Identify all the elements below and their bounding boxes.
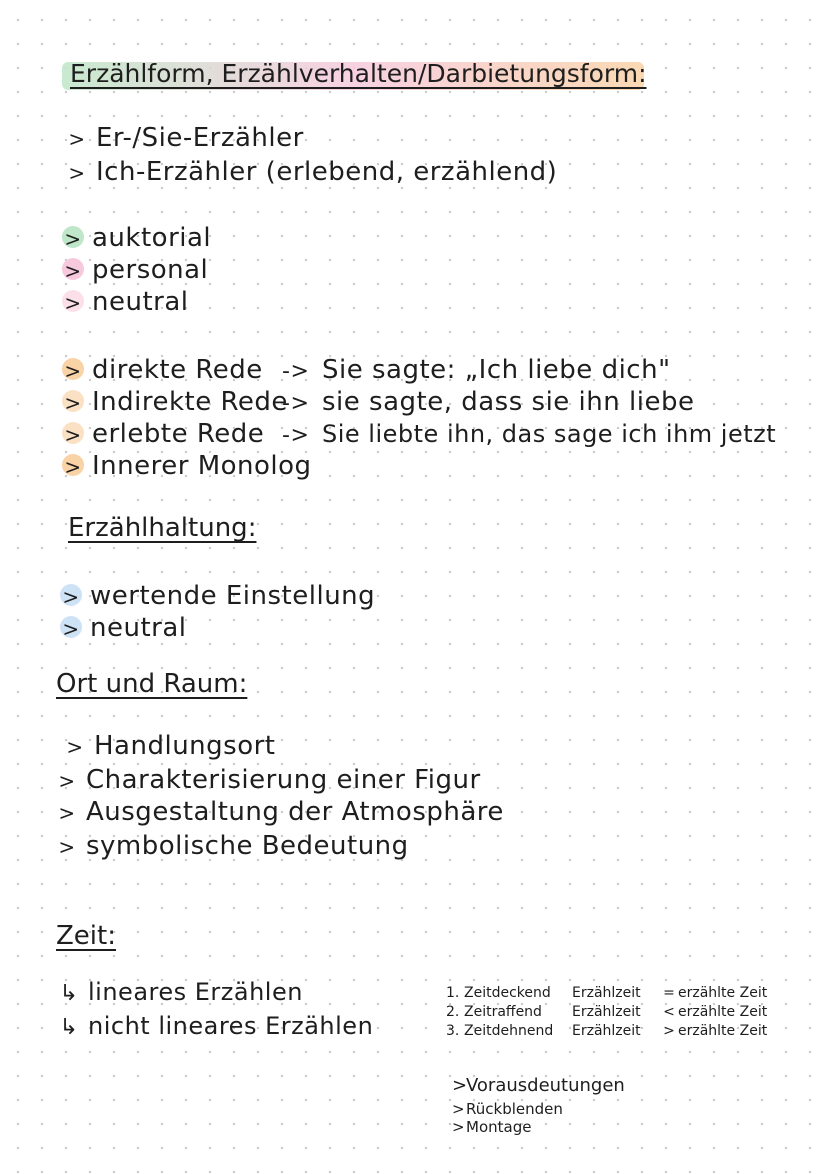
list-item-neutral: > neutral [62,286,189,319]
list-item-nicht-lineares-erzaehlen: ↳ nicht lineares Erzählen [58,1010,373,1044]
bullet-marker: > [64,455,82,479]
arrow-icon: -> [282,423,310,448]
list-item-charakterisierung: > Charakterisierung einer Figur [56,764,481,797]
section-title-zeit: Zeit: [56,921,116,951]
list-item-personal: > personal [62,254,208,287]
list-item-auktorial: > auktorial [62,222,211,255]
tempo-row-zeitdeckend: 1. Zeitdeckend Erzählzeit = erzählte Zeit [446,985,768,1001]
bullet-marker: > [58,769,76,793]
list-item-indirekte-rede: > Indirekte Rede-> sie sagte, dass sie ihn liebe [62,386,694,420]
list-item-innerer-monolog: > Innerer Monolog [62,450,312,483]
bullet-marker: > [64,359,82,383]
arrow-icon: -> [282,391,310,416]
technique-montage: >Montage [452,1118,532,1136]
technique-rueckblenden: >Rückblenden [452,1100,563,1118]
bullet-marker: > [62,585,80,609]
bullet-marker: > [68,127,86,151]
list-item-direkte-rede: > direkte Rede -> Sie sagte: „Ich liebe dich" [62,354,671,388]
section-title-erzaehlform: Erzählform, Erzählverhalten/Darbietungsform: [70,59,647,88]
bullet-marker: > [58,801,76,825]
list-item-ich-erzaehler: > Ich-Erzähler (erlebend, erzählend) [66,156,557,189]
bullet-marker: > [64,291,82,315]
bullet-marker: > [66,735,84,759]
section-title-erzaehlhaltung: Erzählhaltung: [68,513,257,543]
list-item-neutral-haltung: > neutral [60,612,187,645]
return-arrow-icon: ↳ [59,981,79,1006]
bullet-marker: > [64,227,82,251]
bullet-marker: > [62,617,80,641]
tempo-row-zeitraffend: 2. Zeitraffend Erzählzeit < erzählte Zeit [446,1004,768,1020]
list-item-symbolische-bedeutung: > symbolische Bedeutung [56,830,409,863]
technique-vorausdeutungen: >Vorausdeutungen [452,1075,625,1096]
bullet-marker: > [64,259,82,283]
bullet-marker: > [68,161,86,185]
list-item-wertende-einstellung: > wertende Einstellung [60,580,375,613]
list-item-ausgestaltung: > Ausgestaltung der Atmosphäre [56,796,504,829]
arrow-icon: -> [282,359,310,384]
list-item-er-sie-erzaehler: > Er-/Sie-Erzähler [66,122,304,155]
list-item-handlungsort: > Handlungsort [64,730,276,763]
return-arrow-icon: ↳ [59,1015,79,1040]
list-item-erlebte-rede: > erlebte Rede -> Sie liebte ihn, das sage ich ihm jetzt [62,418,776,452]
section-title-ort-und-raum: Ort und Raum: [56,669,248,699]
bullet-marker: > [64,391,82,415]
bullet-marker: > [58,835,76,859]
bullet-marker: > [64,423,82,447]
tempo-row-zeitdehnend: 3. Zeitdehnend Erzählzeit > erzählte Zeit [446,1023,768,1039]
list-item-lineares-erzaehlen: ↳ lineares Erzählen [58,976,303,1010]
